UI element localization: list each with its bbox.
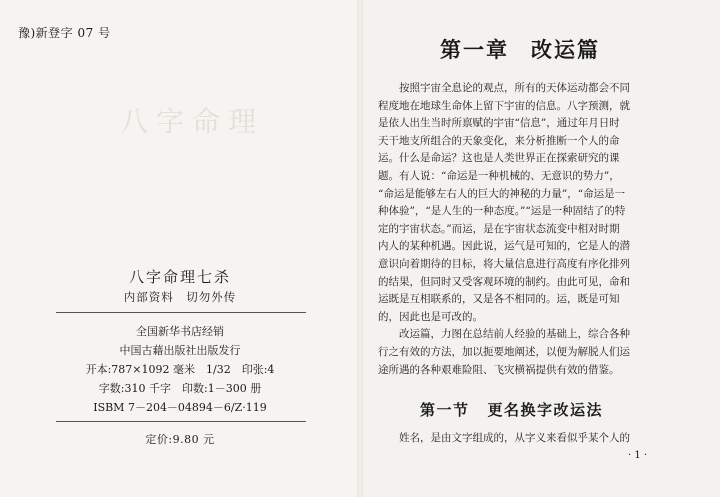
body-line: 改运篇，力图在总结前人经验的基础上，综合各种 <box>378 328 630 341</box>
imprint-bottom-rule <box>56 421 306 422</box>
body-line: 种体验”，“是人生的一种态度。”“运是一种固结了的特 <box>378 205 626 218</box>
body-line: 的，因此也是可改的。 <box>378 310 483 323</box>
book-title: 八字命理七杀 <box>128 268 231 286</box>
body-line: 题。有人说：“命运是一种机械的、无意识的势力”， <box>378 169 620 182</box>
chapter-number: 第一章 <box>440 37 509 62</box>
body-line: 行之有效的方法，加以扼要地阐述，以便为解脱人们运 <box>378 345 630 358</box>
body-line: 按照宇宙全息论的观点，所有的天体运动都会不同 <box>378 82 630 94</box>
body-line: 运既是互相联系的，又是各不相同的。运，既是可知 <box>378 293 620 306</box>
body-line: 的结果，但同时又受客观环境的制约。由此可见，命和 <box>378 275 630 288</box>
book-price: 定价:9.80 元 <box>145 433 215 446</box>
page-number: · 1 · <box>628 450 648 461</box>
section-number: 第一节 <box>420 401 470 419</box>
chapter-title <box>440 34 600 64</box>
body-line: 意识向着期待的目标，将大量信息进行高度有序化排列 <box>378 257 630 270</box>
imprint-isbn: ISBM 7－204－04894－6/Z·119 <box>93 401 267 414</box>
body-line: 运。什么是命运？这也是人类世界正在探索研究的课 <box>378 152 620 165</box>
chapter-body <box>378 80 678 379</box>
body-line: 定的宇宙状态。”而运，是在宇宙状态流变中相对时期 <box>378 222 620 235</box>
body-line: 内人的某种机遇。因此说，运气是可知的，它是人的潜 <box>378 240 630 253</box>
book-gutter <box>357 0 363 497</box>
imprint-distributor: 全国新华书店经销 <box>136 325 224 338</box>
imprint-format: 开本:787×1092 毫米 1/32 印张:4 <box>85 363 275 376</box>
imprint-word-count: 字数:310 千字 印数:1－300 册 <box>98 382 262 395</box>
imprint-block <box>40 322 320 417</box>
section-first-line: 姓名，是由文字组成的，从字义来看似乎某个人的 <box>378 432 630 444</box>
show-through-mark: 八字命理 <box>120 105 265 138</box>
body-line: “命运是能够左右人的巨大的神秘的力量”，“命运是一 <box>378 187 626 200</box>
book-subtitle: 内部资料 切勿外传 <box>123 290 237 304</box>
body-line: 程度地在地球生命体上留下宇宙的信息。八字预测，就 <box>378 99 630 112</box>
chapter-name: 改运篇 <box>531 37 600 62</box>
body-line: 是依人出生当时所禀赋的宇宙“信息”，通过年月日时 <box>378 117 620 130</box>
imprint-top-rule <box>56 312 306 313</box>
section-title <box>420 399 603 420</box>
body-line: 天干地支所组合的天象变化，来分析推断一个人的命 <box>378 134 620 147</box>
section-name: 更名换字改运法 <box>487 401 604 419</box>
registration-number: 豫)新登字 07 号 <box>18 26 111 40</box>
body-line: 途所遇的各种艰难险阻、飞灾横祸提供有效的借鉴。 <box>378 363 620 376</box>
imprint-publisher: 中国古藉出版社出版发行 <box>119 344 241 357</box>
